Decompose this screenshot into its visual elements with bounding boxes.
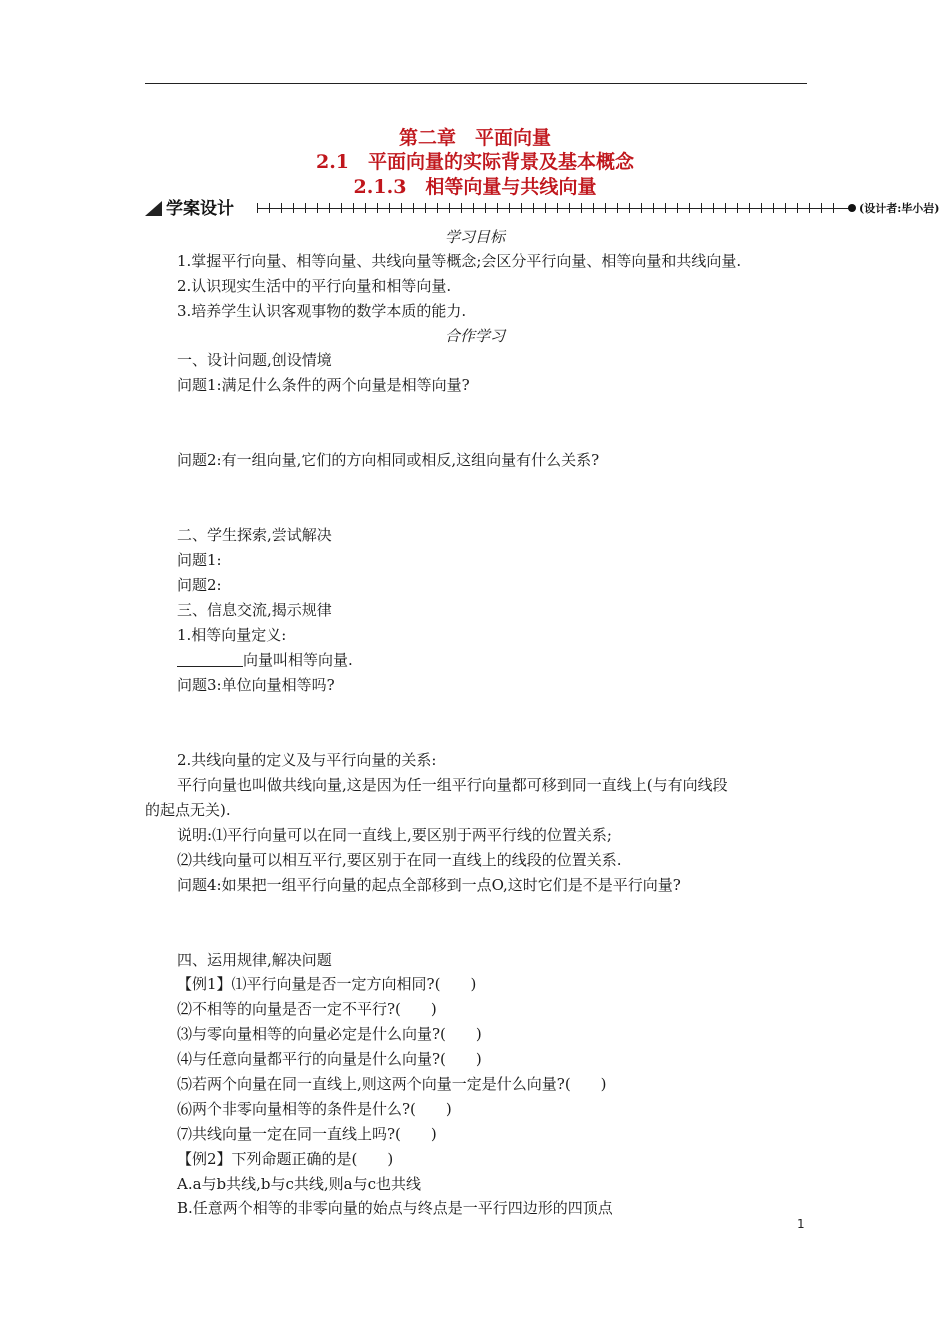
collinear-paragraph-line-1: 平行向量也叫做共线向量,这是因为任一组平行向量都可移到同一直线上(与有向线段 [177,776,728,794]
part2-question-1: 问题1: [177,551,222,569]
note-1: 说明:⑴平行向量可以在同一直线上,要区别于两平行线的位置关系; [177,826,612,844]
part1-question-2: 问题2:有一组向量,它们的方向相同或相反,这组向量有什么关系? [177,451,600,469]
example1-line-6: ⑹两个非零向量相等的条件是什么?( ) [177,1100,452,1118]
example1-line-4: ⑷与任意向量都平行的向量是什么向量?( ) [177,1050,482,1068]
example2-option-b: B.任意两个相等的非零向量的始点与终点是一平行四边形的四顶点 [177,1199,613,1217]
fill-blank [177,650,243,667]
collinear-def-label: 2.共线向量的定义及与平行向量的关系: [177,751,437,769]
part3-question-3: 问题3:单位向量相等吗? [177,676,335,694]
chapter-title: 第二章 平面向量 [398,127,551,149]
study-plan-banner [145,198,940,220]
equal-vector-def-fill [177,650,353,670]
fill-suffix: 向量叫相等向量. [243,651,353,669]
part4-title: 四、运用规律,解决问题 [177,951,332,969]
example1-line-1: 【例1】⑴平行向量是否一定方向相同?( ) [177,975,477,993]
collinear-paragraph-line-2: 的起点无关). [145,801,231,819]
section-title: 2.1 平面向量的实际背景及基本概念 [315,151,635,173]
goals-heading: 学习目标 [444,228,505,246]
goal-item-2: 2.认识现实生活中的平行向量和相等向量. [177,277,452,295]
coop-heading: 合作学习 [444,327,505,345]
example1-line-3: ⑶与零向量相等的向量必定是什么向量?( ) [177,1025,482,1043]
page-number: 1 [797,1217,805,1231]
bullet-dot-icon [848,204,856,212]
header-rule [145,83,807,84]
part2-title: 二、学生探索,尝试解决 [177,526,332,544]
example2-stem: 【例2】下列命题正确的是( ) [177,1150,394,1168]
example2-option-a: A.a与b共线,b与c共线,则a与c也共线 [177,1175,422,1193]
banner-ticks [257,203,845,213]
part3-title: 三、信息交流,揭示规律 [177,601,332,619]
part1-title: 一、设计问题,创设情境 [177,351,332,369]
goal-item-3: 3.培养学生认识客观事物的数学本质的能力. [177,302,467,320]
triangle-icon [145,201,162,216]
subsection-title: 2.1.3 相等向量与共线向量 [353,176,597,198]
part2-question-2: 问题2: [177,576,222,594]
part1-question-1: 问题1:满足什么条件的两个向量是相等向量? [177,376,470,394]
example1-line-5: ⑸若两个向量在同一直线上,则这两个向量一定是什么向量?( ) [177,1075,607,1093]
banner-title: 学案设计 [166,199,234,219]
part3-question-4: 问题4:如果把一组平行向量的起点全部移到一点O,这时它们是不是平行向量? [177,876,681,894]
equal-vector-def-label: 1.相等向量定义: [177,626,287,644]
designer-credit: (设计者:毕小岩) [859,202,940,215]
example1-line-7: ⑺共线向量一定在同一直线上吗?( ) [177,1125,437,1143]
goal-item-1: 1.掌握平行向量、相等向量、共线向量等概念;会区分平行向量、相等向量和共线向量. [177,252,742,270]
note-2: ⑵共线向量可以相互平行,要区别于在同一直线上的线段的位置关系. [177,851,622,869]
example1-line-2: ⑵不相等的向量是否一定不平行?( ) [177,1000,437,1018]
